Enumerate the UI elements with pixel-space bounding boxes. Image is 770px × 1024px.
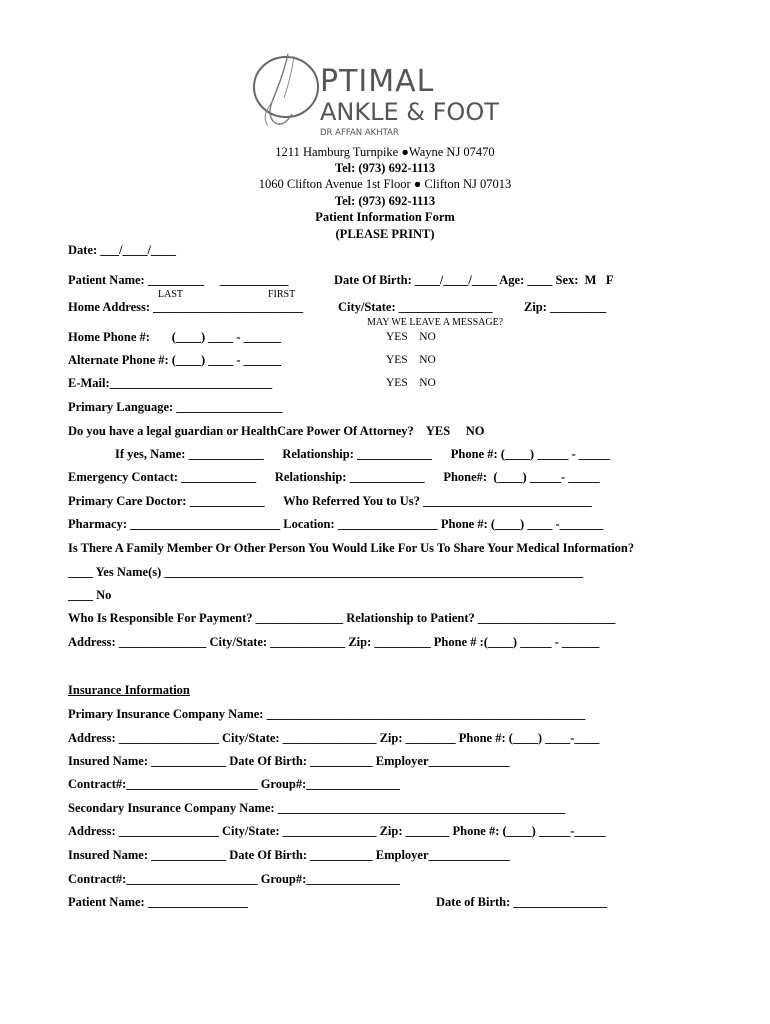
date-field[interactable]: Date: ___/____/____ xyxy=(68,243,176,257)
guardian-question[interactable]: Do you have a legal guardian or HealthCare Power Of Attorney? YES NO xyxy=(68,424,485,438)
logo-big-o xyxy=(248,52,249,53)
home-phone-yes-no[interactable]: YES NO xyxy=(386,331,436,343)
alternate-phone-yes-no[interactable]: YES NO xyxy=(386,354,436,366)
logo-ptimal: PTIMAL xyxy=(320,64,435,99)
address-line-2: 1060 Clifton Avenue 1st Floor ● Clifton NJ 07013 xyxy=(258,177,512,191)
responsible-payment-field[interactable]: Who Is Responsible For Payment? ______________ Relationship to Patient? ______________________ xyxy=(68,611,616,625)
guardian-details-field[interactable]: If yes, Name: ____________ Relationship: ____________ Phone #: (____) _____ - _____ xyxy=(115,447,611,461)
last-label: LAST xyxy=(158,289,183,300)
tel-line-2: Tel: (973) 692-1113 xyxy=(334,194,436,208)
home-phone-field[interactable]: Home Phone #: (____) ____ - ______ xyxy=(68,330,282,344)
zip-field[interactable]: Zip: _________ xyxy=(524,300,607,314)
secondary-insurance-company-field[interactable]: Secondary Insurance Company Name: ______________________________________________ xyxy=(68,801,566,815)
footer-dob-field[interactable]: Date of Birth: _______________ xyxy=(436,895,608,909)
email-field[interactable]: E-Mail:__________________________ xyxy=(68,376,273,390)
first-label: FIRST xyxy=(268,289,296,300)
insurance-heading: Insurance Information xyxy=(68,683,190,697)
primary-contract-group-field[interactable]: Contract#:_____________________ Group#:_______________ xyxy=(68,777,401,791)
share-yes-field[interactable]: ____ Yes Name(s) ___________________________________________________________________ xyxy=(68,565,584,579)
secondary-insured-name-field[interactable]: Insured Name: ____________ Date Of Birth: __________ Employer_____________ xyxy=(68,848,510,862)
secondary-insurance-address-field[interactable]: Address: ________________ City/State: _______________ Zip: _______ Phone #: (____) _____-_____ xyxy=(68,824,606,838)
email-yes-no[interactable]: YES NO xyxy=(386,377,436,389)
optimal-ankle-foot-logo xyxy=(248,52,508,142)
pharmacy-field[interactable]: Pharmacy: ________________________ Location: ________________ Phone #: (____) ____ -_______ xyxy=(68,517,604,531)
primary-care-doctor-field[interactable]: Primary Care Doctor: ____________ Who Referred You to Us? ___________________________ xyxy=(68,494,592,508)
primary-insured-name-field[interactable]: Insured Name: ____________ Date Of Birth: __________ Employer_____________ xyxy=(68,754,510,768)
logo-ankle-foot: ANKLE & FOOT xyxy=(320,98,499,126)
dob-age-sex-field[interactable]: Date Of Birth: ____/____/____ Age: ____ Sex: M F xyxy=(334,273,614,287)
primary-language-field[interactable]: Primary Language: _________________ xyxy=(68,400,283,414)
emergency-contact-field[interactable]: Emergency Contact: ____________ Relationship: ____________ Phone#: (____) _____- _____ xyxy=(68,470,600,484)
address-line-1: 1211 Hamburg Turnpike ●Wayne NJ 07470 xyxy=(275,145,495,159)
alternate-phone-field[interactable]: Alternate Phone #: (____) ____ - ______ xyxy=(68,353,282,367)
patient-name-field[interactable]: Patient Name: _________ ___________ xyxy=(68,273,289,287)
logo-doctor: DR AFFAN AKHTAR xyxy=(320,128,399,138)
footer-patient-name-field[interactable]: Patient Name: ________________ xyxy=(68,895,248,909)
secondary-contract-group-field[interactable]: Contract#:_____________________ Group#:_______________ xyxy=(68,872,401,886)
tel-line-1: Tel: (973) 692-1113 xyxy=(334,161,436,175)
primary-insurance-company-field[interactable]: Primary Insurance Company Name: ___________________________________________________ xyxy=(68,707,586,721)
share-no-field[interactable]: ____ No xyxy=(68,588,112,602)
may-leave-message-label: MAY WE LEAVE A MESSAGE? xyxy=(367,317,504,328)
share-info-question: Is There A Family Member Or Other Person You Would Like For Us To Share Your Medical Information? xyxy=(68,541,635,555)
city-state-field[interactable]: City/State: _______________ xyxy=(338,300,493,314)
form-subtitle: (PLEASE PRINT) xyxy=(335,227,435,241)
responsible-address-field[interactable]: Address: ______________ City/State: ____________ Zip: _________ Phone # :(____) _____ - ______ xyxy=(68,635,600,649)
form-title: Patient Information Form xyxy=(315,210,455,224)
home-address-field[interactable]: Home Address: ________________________ xyxy=(68,300,304,314)
primary-insurance-address-field[interactable]: Address: ________________ City/State: _______________ Zip: ________ Phone #: (____) ____-____ xyxy=(68,731,600,745)
